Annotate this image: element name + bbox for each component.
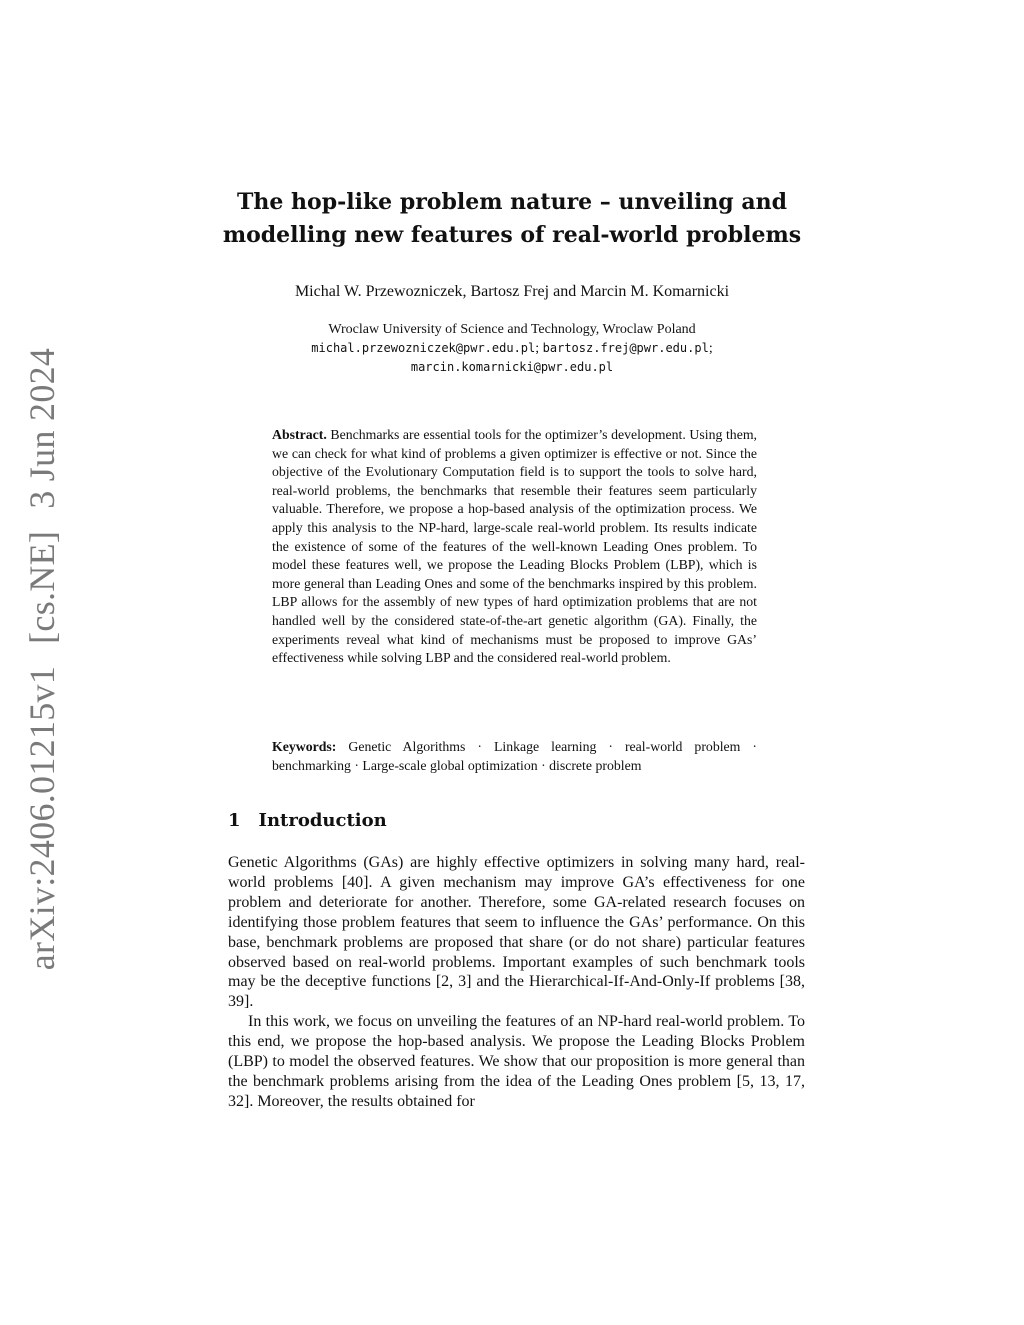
arxiv-date: 3 Jun 2024 <box>22 347 62 509</box>
email-komarnicki: marcin.komarnicki@pwr.edu.pl <box>410 360 614 374</box>
keywords-text: Genetic Algorithms · Linkage learning · real-world problem · benchmarking · Large-scale global optimization · discrete problem <box>272 739 757 773</box>
section-heading-introduction <box>228 810 387 831</box>
abstract-text: Benchmarks are essential tools for the optimizer’s development. Using them, we can check for what kind of problems a given optimizer is effective or not. Since the objective of the Evolutionary Computation field is to support the tools to solve hard, real-world problems, the benchmarks that resemble their features seem particularly valuable. Therefore, we propose a hop-based analysis of the optimization process. We apply this analysis to the NP-hard, large-scale real-world problem. Its results indicate the existence of some of the features of the well-known Leading Ones problem. To model these features well, we propose the Leading Blocks Problem (LBP), which is more general than Leading Ones and some of the benchmarks inspired by this problem. LBP allows for the assembly of new types of hard optimization problems that are not handled well by the considered state-of-the-art genetic algorithm (GA). Finally, the experiments reveal what kind of mechanisms must be proposed to improve GAs’ effectiveness while solving LBP and the considered real-world problem. <box>272 427 757 666</box>
keywords-label: Keywords: <box>272 739 337 754</box>
abstract-label: Abstract. <box>272 427 327 442</box>
email-line-2 <box>212 358 812 377</box>
arxiv-side-stamp <box>21 326 63 970</box>
paper-title <box>212 186 812 252</box>
affiliation: Wroclaw University of Science and Technology, Wroclaw Poland <box>328 322 696 337</box>
arxiv-category: [cs.NE] <box>22 530 62 644</box>
abstract <box>272 426 757 668</box>
affiliation-block <box>212 320 812 377</box>
section-title: Introduction <box>258 810 387 831</box>
introduction-body <box>228 853 805 1112</box>
section-number: 1 <box>228 810 241 831</box>
author-list: Michal W. Przewozniczek, Bartosz Frej and Marcin M. Komarnicki <box>294 283 730 300</box>
email-frej: bartosz.frej@pwr.edu.pl <box>542 341 709 355</box>
intro-paragraph-1: Genetic Algorithms (GAs) are highly effective optimizers in solving many hard, real-world problems [40]. A given mechanism may improve GA’s effectiveness for one problem and deteriorate for another. Therefore, some GA-related research focuses on identifying those problem features that seem to influence the GAs’ performance. On this base, benchmark problems are proposed that share (or do not share) particular features observed based on real-world problems. Important examples of such benchmark tools may be the deceptive functions [2, 3] and the Hierarchical-If-And-Only-If problems [38, 39]. <box>228 854 805 1011</box>
email-przewozniczek: michal.przewozniczek@pwr.edu.pl <box>311 341 536 355</box>
title-line-2: modelling new features of real-world problems <box>222 222 802 248</box>
email-separator: ; <box>708 341 713 356</box>
email-line-1 <box>212 339 812 358</box>
arxiv-id: arXiv:2406.01215v1 <box>22 665 62 971</box>
email-separator: ; <box>535 341 540 356</box>
intro-paragraph-2: In this work, we focus on unveiling the features of an NP-hard real-world problem. To this end, we propose the hop-based analysis. We propose the Leading Blocks Problem (LBP) to model the observed features. We show that our proposition is more general than the benchmark problems arising from the idea of the Leading Ones problem [5, 13, 17, 32]. Moreover, the results obtained for <box>228 1013 805 1110</box>
title-line-1: The hop-like problem nature – unveiling and <box>237 189 787 215</box>
keywords <box>272 738 757 775</box>
